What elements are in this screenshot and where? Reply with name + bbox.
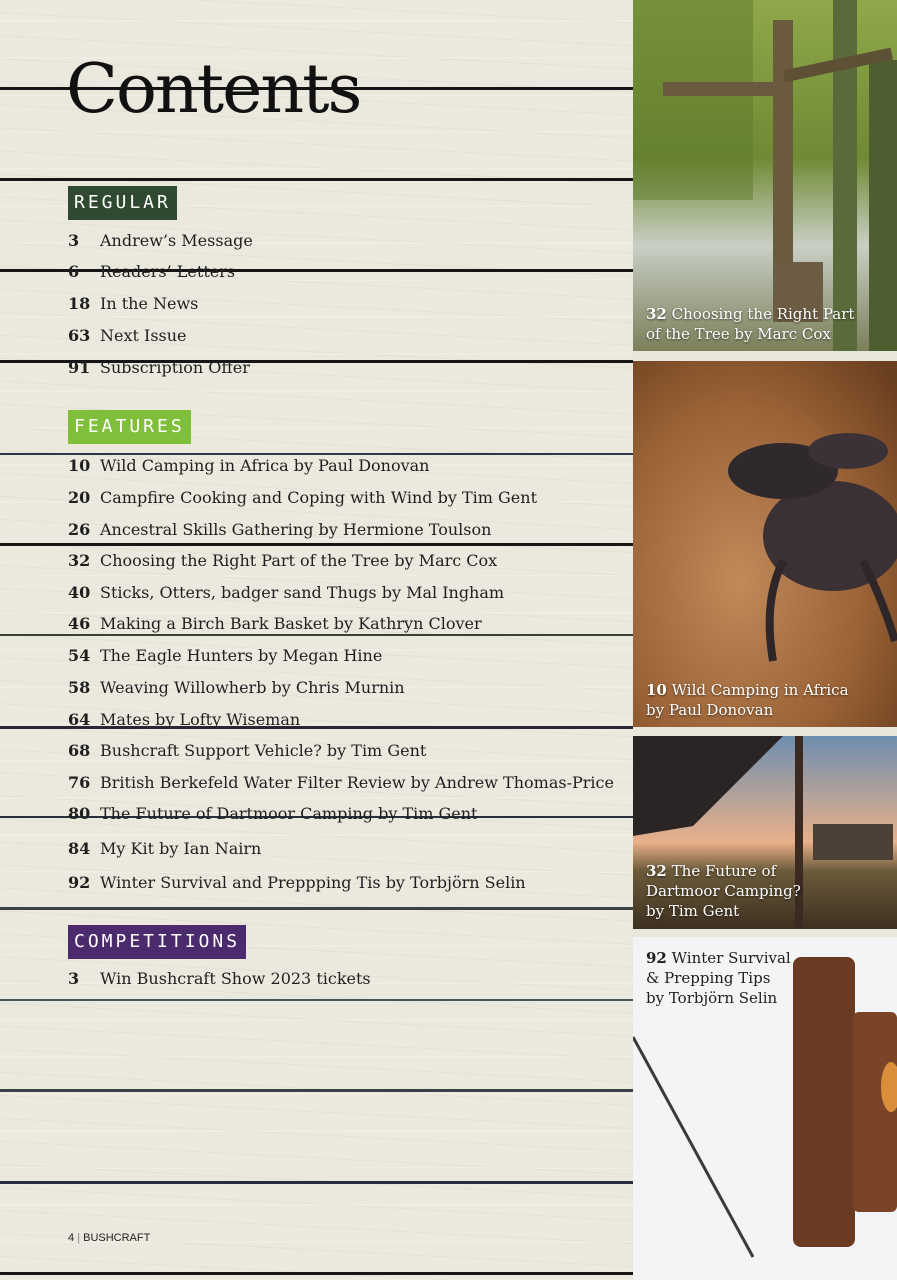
entry-title: Winter Survival and Preppping Tis by Torbjörn Selin — [100, 873, 526, 892]
entry-title: Win Bushcraft Show 2023 tickets — [100, 969, 371, 988]
section-badge-features: FEATURES — [68, 410, 191, 444]
toc-entry[interactable] — [68, 741, 426, 761]
entry-title: Wild Camping in Africa by Paul Donovan — [100, 456, 430, 475]
footer-page-number: 4 — [68, 1232, 75, 1244]
entry-title: Making a Birch Bark Basket by Kathryn Clover — [100, 614, 482, 633]
page-number: 46 — [68, 614, 91, 633]
toc-entry[interactable] — [68, 873, 526, 893]
divider-line — [0, 178, 633, 181]
scorpion-image — [633, 361, 897, 727]
photo-dartmoor[interactable] — [633, 736, 897, 929]
caption-line: by Paul Donovan — [646, 701, 774, 719]
caption-line: Wild Camping in Africa — [671, 681, 849, 699]
photo-caption — [646, 680, 849, 720]
divider-line — [0, 1272, 633, 1275]
toc-entry[interactable] — [68, 773, 614, 793]
page-number: 91 — [68, 358, 91, 377]
toc-entry[interactable] — [68, 804, 477, 824]
entry-title: Mates by Lofty Wiseman — [100, 710, 301, 729]
page-number: 40 — [68, 583, 91, 602]
page-number: 80 — [68, 804, 91, 823]
toc-entry[interactable] — [68, 520, 491, 540]
page-number: 68 — [68, 741, 91, 760]
page-number: 58 — [68, 678, 91, 697]
entry-title: British Berkefeld Water Filter Review by Andrew Thomas-Price — [100, 773, 614, 792]
toc-entry[interactable] — [68, 456, 429, 476]
toc-entry[interactable] — [68, 614, 482, 634]
toc-entry[interactable] — [68, 326, 187, 346]
toc-entry[interactable] — [68, 294, 198, 314]
footer-separator: | — [77, 1232, 81, 1244]
toc-entry[interactable] — [68, 583, 504, 603]
divider-line — [0, 999, 633, 1001]
page-number: 84 — [68, 839, 91, 858]
entry-title: The Future of Dartmoor Camping by Tim Gent — [100, 804, 478, 823]
page-number: 32 — [68, 551, 91, 570]
divider-line — [0, 907, 633, 910]
caption-number: 92 — [646, 949, 667, 967]
caption-number: 32 — [646, 862, 667, 880]
entry-title: Ancestral Skills Gathering by Hermione Toulson — [100, 520, 492, 539]
entry-title: My Kit by Ian Nairn — [100, 839, 262, 858]
woodland-gate-image — [633, 0, 897, 351]
toc-entry[interactable] — [68, 646, 382, 666]
divider-line — [0, 1089, 633, 1092]
divider-line — [0, 453, 633, 455]
page-number: 76 — [68, 773, 91, 792]
caption-line: Dartmoor Camping? — [646, 882, 801, 900]
page-number: 26 — [68, 520, 91, 539]
caption-line: by Tim Gent — [646, 902, 740, 920]
entry-title: Bushcraft Support Vehicle? by Tim Gent — [100, 741, 427, 760]
toc-entry[interactable] — [68, 358, 250, 378]
toc-entry[interactable] — [68, 262, 235, 282]
caption-line: by Torbjörn Selin — [646, 989, 778, 1007]
page-number: 63 — [68, 326, 91, 345]
toc-entry[interactable] — [68, 488, 537, 508]
page-number: 20 — [68, 488, 91, 507]
divider-line — [0, 634, 633, 636]
entry-title: Choosing the Right Part of the Tree by Marc Cox — [100, 551, 498, 570]
caption-line: of the Tree by Marc Cox — [646, 325, 831, 343]
divider-line — [0, 543, 633, 546]
entry-title: In the News — [100, 294, 199, 313]
page-number: 3 — [68, 969, 80, 988]
section-badge-regular: REGULAR — [68, 186, 177, 220]
photo-woodland-gate[interactable] — [633, 0, 897, 351]
caption-number: 10 — [646, 681, 667, 699]
page-title: Contents — [66, 50, 361, 129]
entry-title: Readers’ Letters — [100, 262, 236, 281]
entry-title: Subscription Offer — [100, 358, 250, 377]
entry-title: Weaving Willowherb by Chris Murnin — [100, 678, 405, 697]
divider-line — [0, 1181, 633, 1184]
page-number: 18 — [68, 294, 91, 313]
page-number: 6 — [68, 262, 80, 281]
section-badge-competitions: COMPETITIONS — [68, 925, 246, 959]
entry-title: Andrew’s Message — [100, 231, 253, 250]
page-number: 92 — [68, 873, 91, 892]
caption-line: Winter Survival — [671, 949, 791, 967]
photo-winter-logs[interactable] — [633, 937, 897, 1280]
toc-entry[interactable] — [68, 678, 405, 698]
toc-entry[interactable] — [68, 231, 253, 251]
page-number: 3 — [68, 231, 80, 250]
page-number: 10 — [68, 456, 91, 475]
photo-caption — [646, 948, 791, 1008]
caption-line: Choosing the Right Part — [671, 305, 855, 323]
entry-title: Sticks, Otters, badger sand Thugs by Mal Ingham — [100, 583, 505, 602]
entry-title: Next Issue — [100, 326, 187, 345]
toc-entry[interactable] — [68, 710, 300, 730]
toc-entry[interactable] — [68, 551, 497, 571]
caption-number: 32 — [646, 305, 667, 323]
photo-caption — [646, 861, 801, 921]
page-number: 54 — [68, 646, 91, 665]
toc-entry[interactable] — [68, 969, 371, 989]
photo-scorpion[interactable] — [633, 361, 897, 727]
photo-caption — [646, 304, 854, 344]
footer-magazine-name: BUSHCRAFT — [83, 1232, 151, 1244]
entry-title: The Eagle Hunters by Megan Hine — [100, 646, 383, 665]
caption-line: & Prepping Tips — [646, 969, 771, 987]
page-number: 64 — [68, 710, 91, 729]
page-footer — [68, 1232, 150, 1244]
entry-title: Campfire Cooking and Coping with Wind by Tim Gent — [100, 488, 538, 507]
caption-line: The Future of — [671, 862, 777, 880]
toc-entry[interactable] — [68, 839, 261, 859]
